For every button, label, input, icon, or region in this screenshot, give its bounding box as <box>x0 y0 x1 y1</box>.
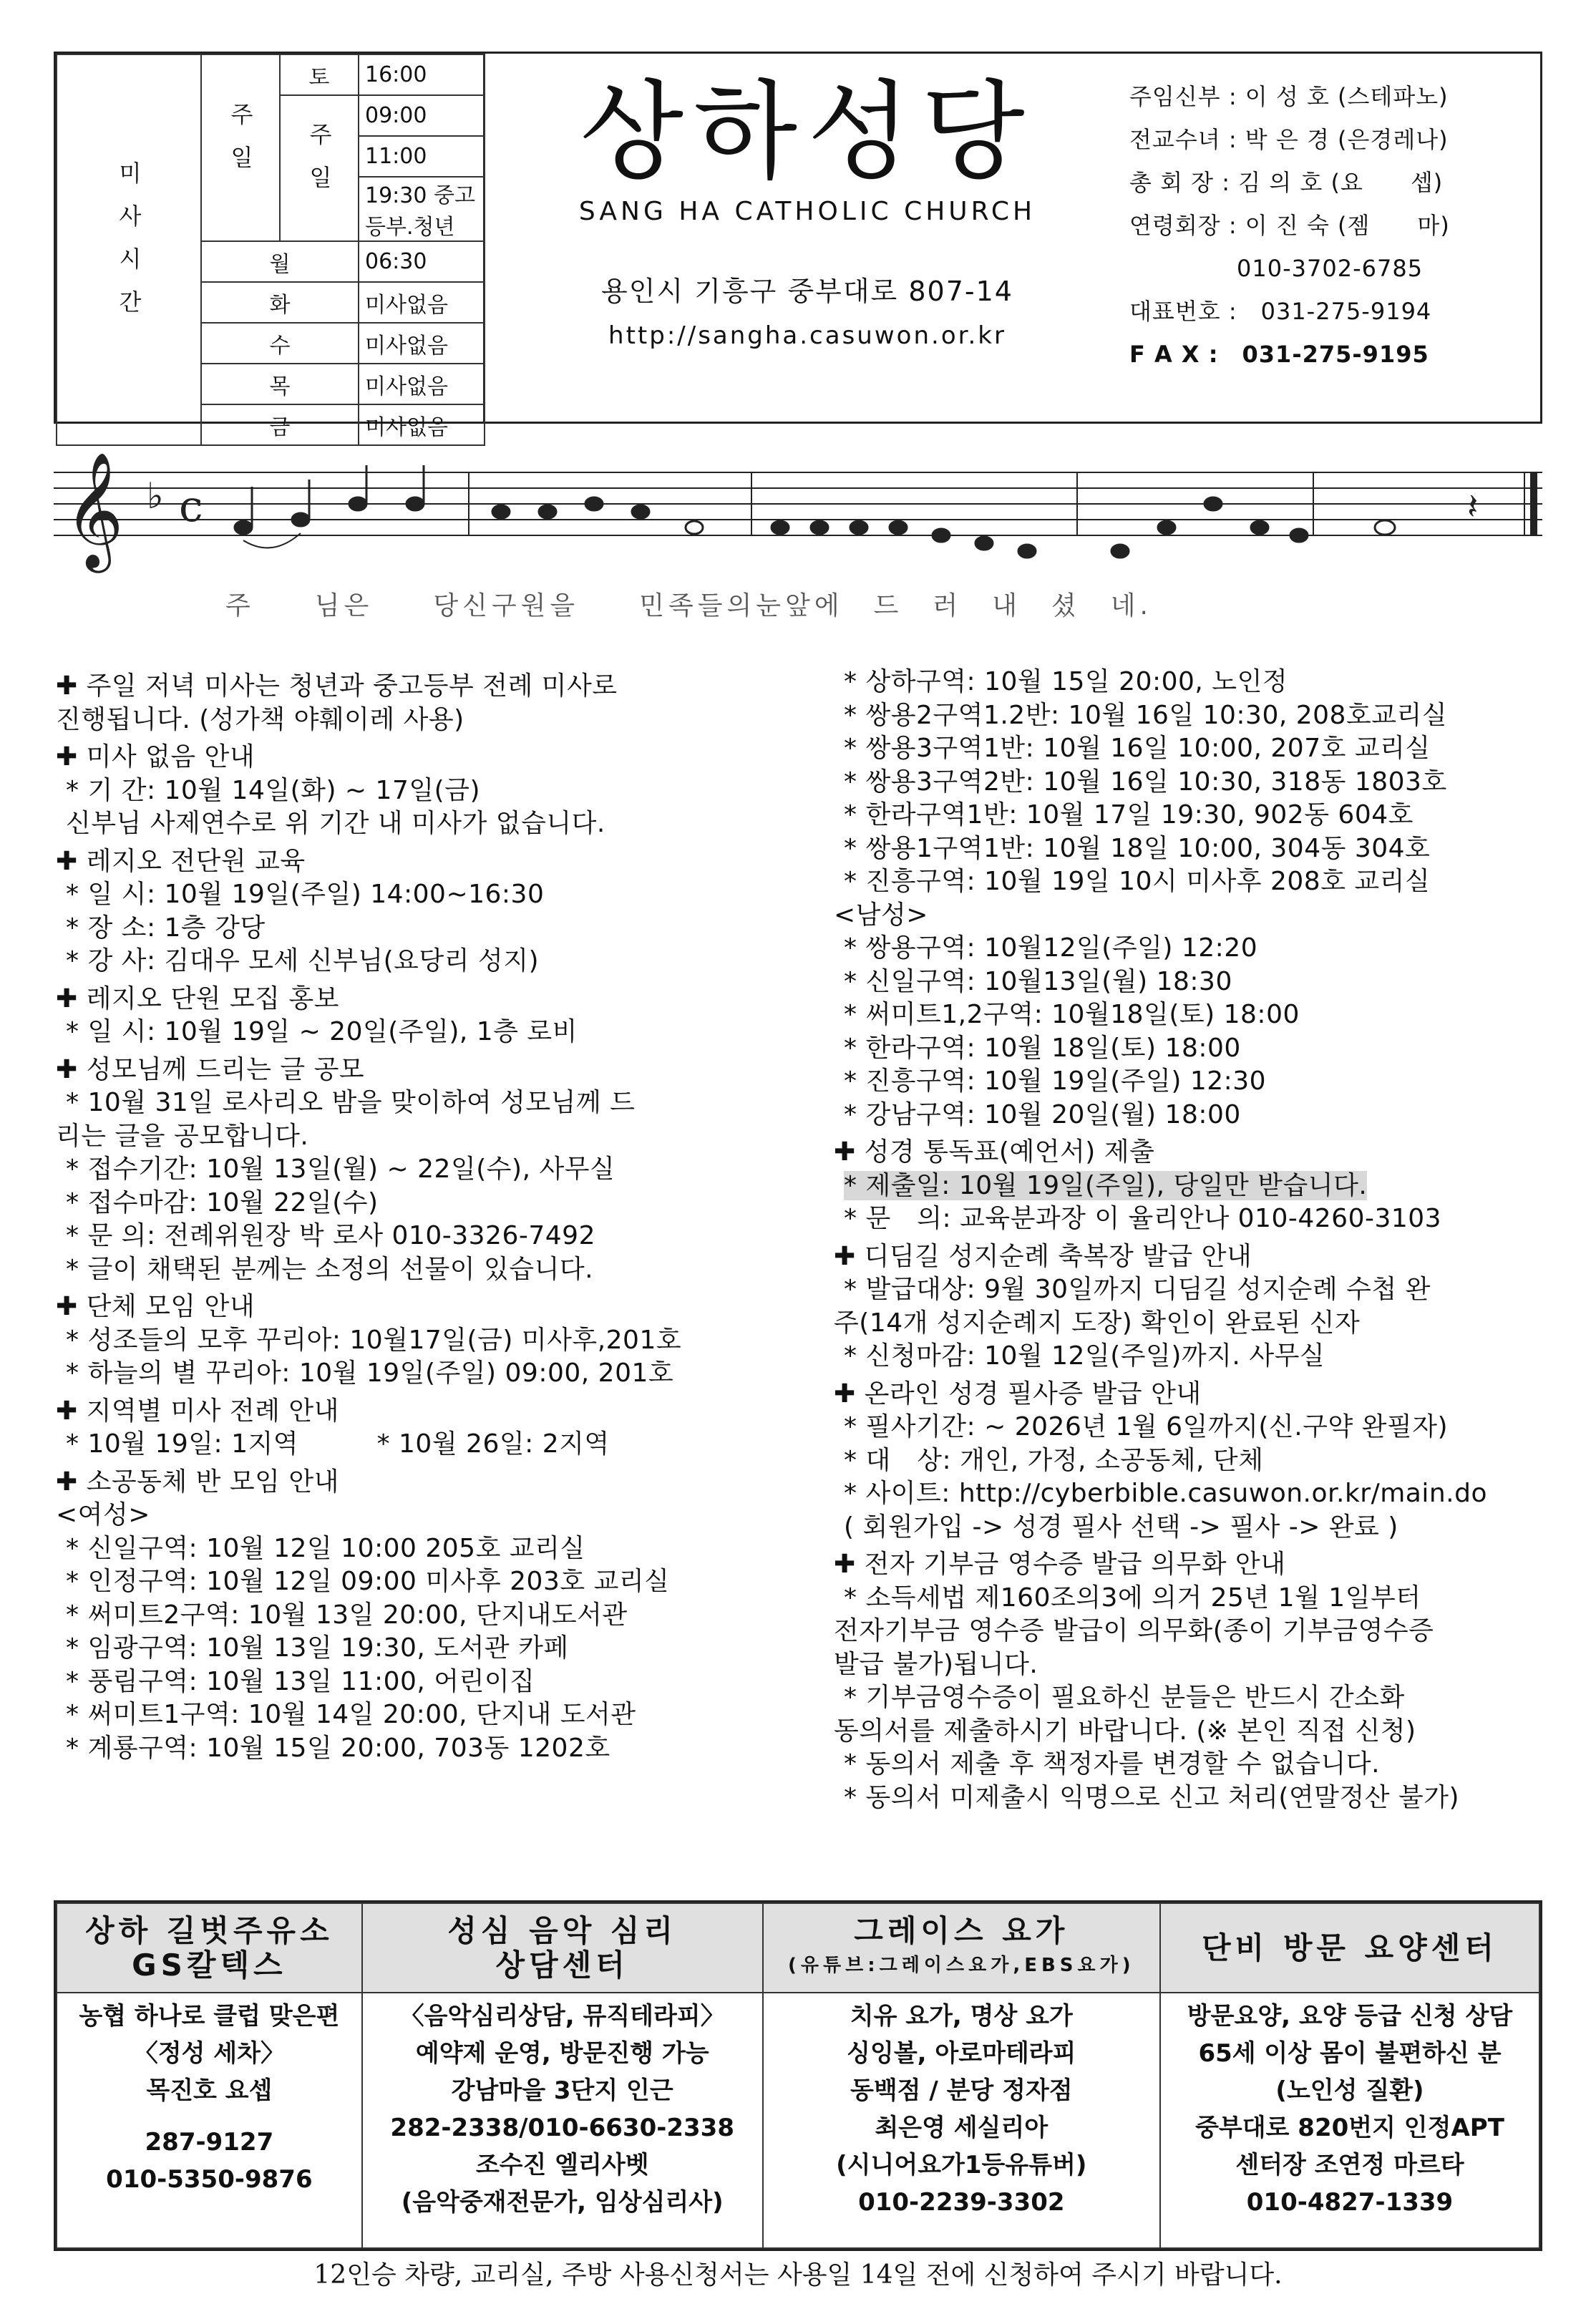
notice-item: * 쌍용3구역2반: 10월 16일 10:30, 318동 1803호 <box>844 767 1447 797</box>
notice-item: * 쌍용구역: 10월12일(주일) 12:20 <box>844 933 1258 963</box>
notice-item: * 필사기간: ~ 2026년 1월 6일까지(신.구약 완필자) <box>844 1412 1449 1442</box>
ad-body-line: 목진호 요셉 <box>146 2076 273 2105</box>
notice-item: * 사이트: http://cyberbible.casuwon.or.kr/main.do <box>844 1479 1487 1508</box>
notice-heading: ✚ 온라인 성경 필사증 발급 안내 <box>834 1379 1202 1409</box>
hymn-lyric: 주 님은 당신구원을 민족들의눈앞에 드 러 내 셨 네. <box>225 591 1152 621</box>
notice-item: * 대 상: 개인, 가정, 소공동체, 단체 <box>844 1445 1264 1475</box>
notice-item: * 접수마감: 10월 22일(수) <box>66 1187 379 1217</box>
notice-item: * 기부금영수증이 필요하신 분들은 반드시 간소화 <box>844 1683 1405 1712</box>
ad-title-line: 상담센터 <box>495 1947 629 1983</box>
notice-heading: ✚ 전자 기부금 영수증 발급 의무화 안내 <box>834 1550 1286 1579</box>
notice-text: <남성> <box>834 900 928 930</box>
notice-heading: ✚ 미사 없음 안내 <box>56 742 256 772</box>
staff-line: 전교수녀 : 박 은 경 (은경레나) <box>1129 126 1449 153</box>
ad-body-line: 중부대로 820번지 인정APT <box>1195 2114 1504 2142</box>
ad-title <box>362 1903 763 1993</box>
ad-body-line: 〈음악심리상담, 뮤직테라피〉 <box>399 2002 725 2031</box>
mass-label: 미사시간 <box>57 54 201 445</box>
weekday-label: 금 <box>201 404 359 445</box>
notice-item: * 인정구역: 10월 12일 09:00 미사후 203호 교리실 <box>66 1567 670 1596</box>
weekday-label: 목 <box>201 364 359 404</box>
church-name-english: SANG HA CATHOLIC CHURCH <box>578 197 1036 226</box>
staff-line: F A X : 031-275-9195 <box>1129 341 1429 368</box>
ad-title-line: 단비 방문 요양센터 <box>1202 1930 1498 1965</box>
notice-item: * 성조들의 모후 꾸리아: 10월17일(금) 미사후,201호 <box>66 1325 682 1355</box>
ad-title <box>57 1903 362 1993</box>
notice-item: * 써미트1,2구역: 10월18일(토) 18:00 <box>844 1000 1300 1029</box>
notice-item: * 진흥구역: 10월 19일 10시 미사후 208호 교리실 <box>844 867 1431 896</box>
notice-item: * 글이 채택된 분께는 소정의 선물이 있습니다. <box>66 1254 594 1284</box>
header-frame <box>54 52 1542 440</box>
notice-heading: ✚ 성모님께 드리는 글 공모 <box>56 1054 365 1084</box>
ad-body-line: 최은영 세실리아 <box>875 2114 1048 2142</box>
sun-label: 주일 <box>280 95 359 241</box>
church-title <box>500 68 1115 350</box>
notice-item: * 일 시: 10월 19일(주일) 14:00~16:30 <box>66 880 545 909</box>
notice-item: ( 회원가입 -> 성경 필사 선택 -> 필사 -> 완료 ) <box>844 1512 1398 1542</box>
notice-item: * 동의서 미제출시 익명으로 신고 처리(연말정산 불가) <box>844 1782 1460 1812</box>
sun-time: 09:00 <box>359 95 485 136</box>
notice-item: * 임광구역: 10월 13일 19:30, 도서관 카페 <box>66 1633 569 1663</box>
sat-label: 토 <box>280 54 359 95</box>
svg-text:♭: ♭ <box>147 475 164 517</box>
notice-heading: ✚ 성경 통독표(예언서) 제출 <box>834 1137 1155 1167</box>
notice-item: * 쌍용3구역1반: 10월 16일 10:00, 207호 교리실 <box>844 734 1431 763</box>
ad-title-line: (유튜브:그레이스요가,EBS요가) <box>788 1954 1135 1976</box>
staff-line: 대표번호 : 031-275-9194 <box>1129 298 1432 325</box>
sunday-label: 주일 <box>201 54 280 241</box>
ads-box <box>54 1900 1542 2251</box>
notice-item: * 기 간: 10월 14일(화) ~ 17일(금) <box>66 775 480 805</box>
notice-item: 신부님 사제연수로 위 기간 내 미사가 없습니다. <box>66 809 605 838</box>
ad-title <box>1160 1903 1539 1993</box>
ad-body <box>57 1993 362 2248</box>
notice-column-left <box>56 666 800 1765</box>
weekday-time: 미사없음 <box>359 323 485 364</box>
notice-column-right <box>834 666 1539 1814</box>
ad-body <box>1160 1993 1539 2248</box>
weekday-label: 월 <box>201 241 359 282</box>
ad-body-line: 강남마을 3단지 인근 <box>451 2076 673 2105</box>
staff-line: 총 회 장 : 김 의 호 (요 셉) <box>1129 169 1444 196</box>
ad-body-line: 65세 이상 몸이 불편하신 분 <box>1198 2039 1502 2068</box>
notice-item: * 신일구역: 10월 12일 10:00 205호 교리실 <box>66 1533 585 1563</box>
ad-body-line: 282-2338/010-6630-2338 <box>390 2114 734 2142</box>
notice-item: * 하늘의 별 꾸리아: 10월 19일(주일) 09:00, 201호 <box>66 1358 674 1388</box>
notice-text-underlined: 동의서를 제출하시기 바랍니다. (※ 본인 직접 신청) <box>834 1716 1416 1746</box>
notice-item: * 일 시: 10월 19일 ~ 20일(주일), 1층 로비 <box>66 1017 578 1046</box>
notice-item: * 문 의: 전례위원장 박 로사 010-3326-7492 <box>66 1221 595 1250</box>
notice-item: * 쌍용1구역1반: 10월 18일 10:00, 304동 304호 <box>844 833 1431 863</box>
ad-title-line: GS칼텍스 <box>132 1947 287 1983</box>
notice-item: * 발급대상: 9월 30일까지 디딤길 성지순례 수첩 완 <box>844 1275 1431 1304</box>
notice-item: * 10월 31일 로사리오 밤을 맞이하여 성모님께 드 <box>66 1088 636 1117</box>
weekday-time: 미사없음 <box>359 282 485 323</box>
svg-text:𝄽: 𝄽 <box>1467 486 1479 528</box>
ad-body-line: (음악중재전문가, 임상심리사) <box>401 2188 724 2217</box>
notice-item: * 써미트1구역: 10월 14일 20:00, 단지내 도서관 <box>66 1700 636 1729</box>
ad-body-line: 치유 요가, 명상 요가 <box>850 2002 1073 2031</box>
ad-body-line: 동백점 / 분당 정자점 <box>850 2076 1073 2105</box>
ad-body-line: 010-5350-9876 <box>106 2165 313 2194</box>
staff-line: 주임신부 : 이 성 호 (스테파노) <box>1129 83 1449 110</box>
sun-time: 11:00 <box>359 136 485 177</box>
notice-item: * 계룡구역: 10월 15일 20:00, 703동 1202호 <box>66 1733 610 1763</box>
weekday-time: 미사없음 <box>359 404 485 445</box>
ad-title <box>763 1903 1160 1993</box>
notice-item: * 동의서 제출 후 책정자를 변경할 수 없습니다. <box>844 1749 1381 1779</box>
ad-body-line: 〈정성 세차〉 <box>133 2039 285 2068</box>
weekday-label: 화 <box>201 282 359 323</box>
notice-heading: ✚ 주일 저녁 미사는 청년과 중고등부 전례 미사로 <box>56 671 618 701</box>
svg-text:𝄞: 𝄞 <box>64 452 124 568</box>
notice-item: * 풍림구역: 10월 13일 11:00, 어린이집 <box>66 1666 535 1696</box>
notice-heading: ✚ 레지오 전단원 교육 <box>56 846 306 876</box>
notice-item: * 신일구역: 10월13일(월) 18:30 <box>844 966 1232 996</box>
music-staff <box>54 444 1542 587</box>
staff-line: 010-3702-6785 <box>1237 255 1424 282</box>
ad-body <box>362 1993 763 2248</box>
mass-schedule <box>56 54 485 440</box>
sat-time: 16:00 <box>359 54 485 95</box>
weekday-time: 06:30 <box>359 241 485 282</box>
notice-heading: ✚ 소공동체 반 모임 안내 <box>56 1467 339 1497</box>
notice-item: * 신청마감: 10월 12일(주일)까지. 사무실 <box>844 1341 1325 1371</box>
staff-list <box>1129 75 1537 376</box>
weekday-label: 수 <box>201 323 359 364</box>
ad-title-line: 상하 길벗주유소 <box>85 1912 334 1948</box>
ad-body-line: 예약제 운영, 방문진행 가능 <box>415 2039 709 2068</box>
notice-text-underlined: 발급 불가)됩니다. <box>834 1649 1038 1679</box>
notice-item: * 써미트2구역: 10월 13일 20:00, 단지내도서관 <box>66 1600 628 1630</box>
notice-item: * 상하구역: 10월 15일 20:00, 노인정 <box>844 667 1288 696</box>
notice-item: * 접수기간: 10월 13일(월) ~ 22일(수), 사무실 <box>66 1154 615 1184</box>
notice-text: 진행됩니다. (성가책 야훼이레 사용) <box>56 704 464 734</box>
notice-text: 주(14개 성지순례지 도장) 확인이 완료된 신자 <box>834 1308 1361 1338</box>
notice-item: * 소득세법 제160조의3에 의거 25년 1월 1일부터 <box>844 1583 1421 1613</box>
notice-item: * 쌍용2구역1.2반: 10월 16일 10:30, 208호교리실 <box>844 700 1448 730</box>
staff-line: 연령회장 : 이 진 숙 (젬 마) <box>1129 212 1450 239</box>
notice-text: 리는 글을 공모합니다. <box>56 1121 309 1151</box>
ad-body-line: (노인성 질환) <box>1275 2076 1424 2105</box>
notice-item: * 진흥구역: 10월 19일(주일) 12:30 <box>844 1066 1267 1096</box>
notice-text-underlined: 전자기부금 영수증 발급이 의무화(종이 기부금영수증 <box>834 1616 1434 1645</box>
church-name-korean: 상하성당 <box>580 70 1035 195</box>
ad-body-line: 287-9127 <box>145 2128 274 2157</box>
notice-heading: ✚ 지역별 미사 전례 안내 <box>56 1396 339 1426</box>
church-url[interactable]: http://sangha.casuwon.or.kr <box>608 321 1006 350</box>
notice-item: * 문 의: 교육분과장 이 율리안나 010-4260-3103 <box>844 1204 1442 1233</box>
ad-body-line: 싱잉볼, 아로마테라피 <box>847 2039 1076 2068</box>
notice-heading: ✚ 단체 모임 안내 <box>56 1292 256 1321</box>
notice-text: <여성> <box>56 1500 150 1530</box>
ad-title-line: 그레이스 요가 <box>854 1912 1069 1948</box>
notice-item: * 10월 19일: 1지역 * 10월 26일: 2지역 <box>66 1429 610 1459</box>
weekday-time: 미사없음 <box>359 364 485 404</box>
ad-body-line: 010-4827-1339 <box>1246 2188 1454 2217</box>
svg-text:c: c <box>179 482 203 532</box>
ad-body-line: 센터장 조연정 마르타 <box>1235 2151 1464 2179</box>
ad-body-line: 010-2239-3302 <box>858 2188 1065 2217</box>
ad-body-line <box>60 2109 359 2124</box>
notice-item: * 장 소: 1층 강당 <box>66 913 266 943</box>
church-address: 용인시 기흥구 중부대로 807-14 <box>601 276 1013 307</box>
notice-item: * 한라구역1반: 10월 17일 19:30, 902동 604호 <box>844 800 1413 830</box>
notice-item: * 강남구역: 10월 20일(월) 18:00 <box>844 1099 1241 1129</box>
sun-time: 19:30 중고등부.청년 <box>359 177 485 241</box>
footer-notice: 12인승 차량, 교리실, 주방 사용신청서는 사용일 14일 전에 신청하여 주시기 바랍니다. <box>313 2260 1283 2290</box>
ad-body <box>763 1993 1160 2248</box>
notice-item: * 한라구역: 10월 18일(토) 18:00 <box>844 1033 1241 1063</box>
notice-heading: ✚ 레지오 단원 모집 홍보 <box>56 983 339 1013</box>
ad-body-line: 조수진 엘리사벳 <box>475 2151 649 2179</box>
notice-item-highlight: * 제출일: 10월 19일(주일), 당일만 받습니다. <box>844 1170 1368 1200</box>
notice-heading: ✚ 디딤길 성지순례 축복장 발급 안내 <box>834 1241 1252 1271</box>
ad-body-line: (시니어요가1등유튜버) <box>836 2151 1087 2179</box>
notice-item: * 강 사: 김대우 모세 신부님(요당리 성지) <box>66 946 540 976</box>
ad-title-line: 성심 음악 심리 <box>447 1912 678 1948</box>
ad-body-line: 방문요양, 요양 등급 신청 상담 <box>1187 2002 1513 2031</box>
ad-body-line: 농협 하나로 클럽 맞은편 <box>79 2002 340 2031</box>
